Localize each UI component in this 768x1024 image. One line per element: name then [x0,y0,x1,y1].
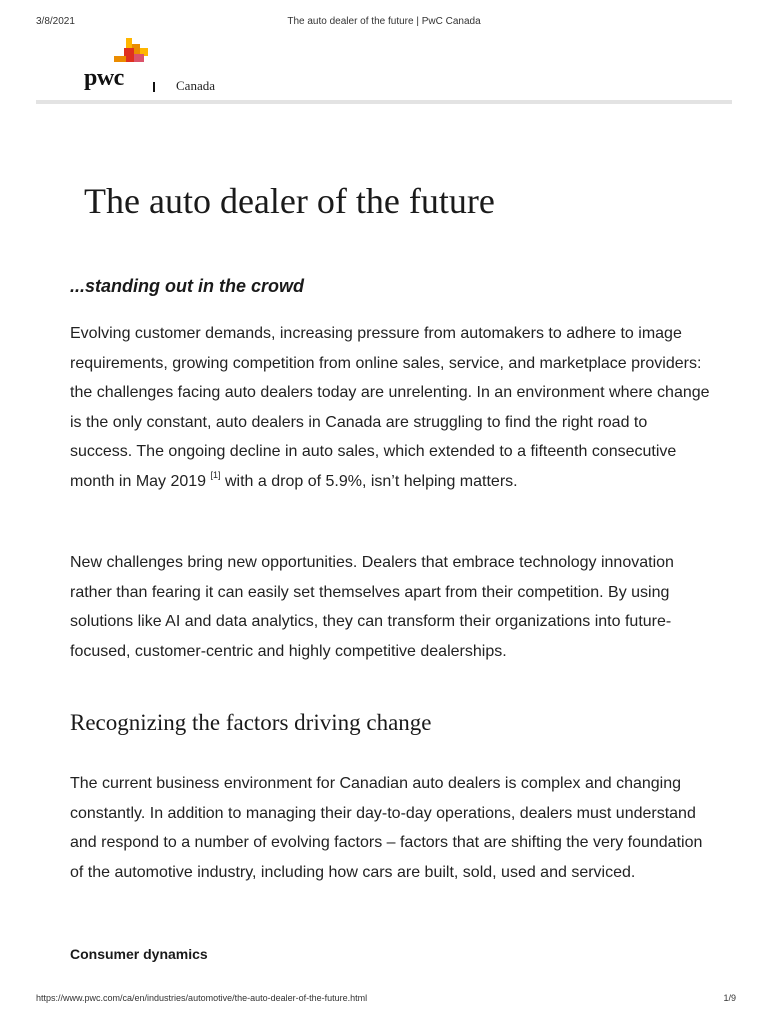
intro-paragraph [70,319,710,496]
print-page-title: The auto dealer of the future | PwC Canada [287,16,481,27]
subsection-heading: Consumer dynamics [70,946,208,962]
intro-text-end: with a drop of 5.9%, isn’t helping matters. [220,472,518,490]
region-label[interactable]: Canada [176,78,215,93]
article-subtitle: ...standing out in the crowd [70,276,304,296]
environment-paragraph: The current business environment for Canadian auto dealers is complex and changing constantly. In addition to managing their day-to-day operations, dealers must understand and respond to a number of evolving factors – factors that are shifting the very foundation of the automotive industry, including how cars are built, sold, used and serviced. [70,775,703,881]
intro-text-start: Evolving customer demands, increasing pressure from automakers to adhere to image requirements, growing competition from online sales, service, and marketplace providers: the challenges facing auto dealers today are unrelenting. In an environment where change is the only constant, auto dealers in Canada are struggling to find the right road to success. The ongoing decline in auto sales, which extended to a fifteenth consecutive month in May 2019 [70,325,710,490]
header-divider [153,82,155,92]
header-rule [36,100,732,104]
section-heading: Recognizing the factors driving change [70,710,432,735]
opportunities-paragraph: New challenges bring new opportunities. Dealers that embrace technology innovation rather than fearing it can easily set themselves apart from their competition. By using solutions like AI and data analytics, they can transform their organizations into future-focused, customer-centric and highly competitive dealerships. [70,554,674,660]
print-date: 3/8/2021 [36,16,75,27]
print-footer-url: https://www.pwc.com/ca/en/industries/automotive/the-auto-dealer-of-the-future.html [36,993,368,1003]
pwc-logo[interactable] [84,38,164,98]
page-title: The auto dealer of the future [84,181,495,221]
print-page-number: 1/9 [723,993,736,1003]
footnote-ref-link[interactable]: [1] [210,469,221,480]
logo-wordmark: pwc [84,65,124,91]
